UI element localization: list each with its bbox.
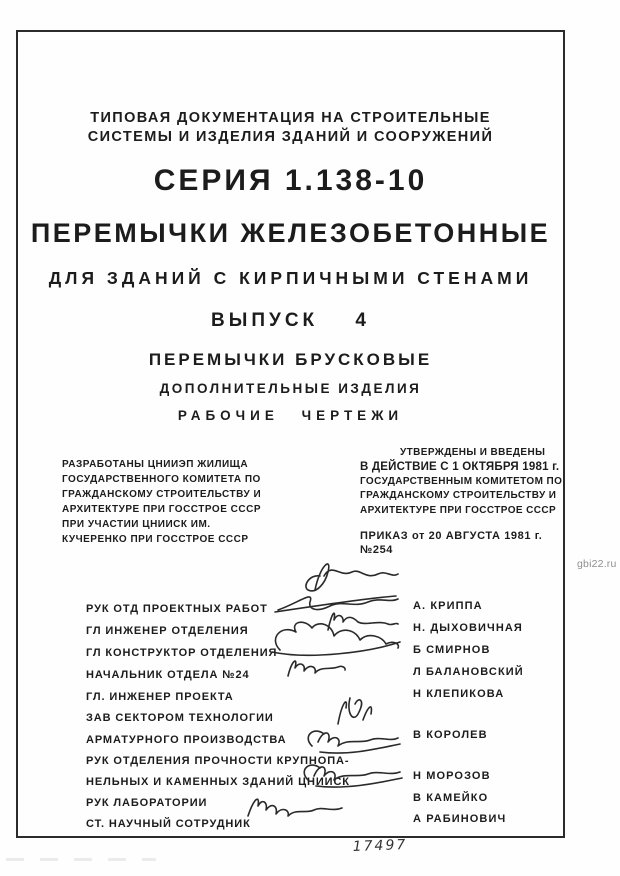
- approved-by-block: [360, 446, 576, 558]
- developed-by-line: ГРАЖДАНСКОМУ СТРОИТЕЛЬСТВУ И: [62, 489, 262, 500]
- developed-by-line: КУЧЕРЕНКО ПРИ ГОССТРОЕ СССР: [62, 534, 249, 545]
- signatory-role: СТ. НАУЧНЫЙ СОТРУДНИК: [86, 818, 251, 830]
- signatory-role: РУК ОТД ПРОЕКТНЫХ РАБОТ: [86, 603, 268, 615]
- developed-by-line: РАЗРАБОТАНЫ ЦНИИЭП ЖИЛИЩА: [62, 459, 249, 470]
- signatory-name: А РАБИНОВИЧ: [413, 813, 507, 825]
- signature-scribble: [304, 765, 402, 787]
- section-title: ПЕРЕМЫЧКИ БРУСКОВЫЕ: [148, 350, 433, 369]
- approved-by-line: АРХИТЕКТУРЕ ПРИ ГОССТРОЕ СССР: [360, 504, 557, 516]
- doc-header-line2: СИСТЕМЫ И ИЗДЕЛИЯ ЗДАНИЙ И СООРУЖЕНИЙ: [87, 129, 494, 145]
- signatory-role: ГЛ КОНСТРУКТОР ОТДЕЛЕНИЯ: [86, 647, 278, 659]
- main-title: ПЕРЕМЫЧКИ ЖЕЛЕЗОБЕТОННЫЕ: [30, 218, 551, 248]
- signatory-name: Н МОРОЗОВ: [413, 770, 491, 782]
- doc-header-line1: ТИПОВАЯ ДОКУМЕНТАЦИЯ НА СТРОИТЕЛЬНЫЕ: [90, 110, 491, 126]
- sub-section-title: ДОПОЛНИТЕЛЬНЫЕ ИЗДЕЛИЯ: [159, 381, 422, 396]
- signatory-role: РУК ЛАБОРАТОРИИ: [86, 797, 208, 809]
- signatory-name: Б СМИРНОВ: [413, 644, 491, 656]
- signatory-name: Н. ДЫХОВИЧНАЯ: [413, 622, 523, 634]
- signature-scribble: [338, 698, 371, 724]
- signatory-role: АРМАТУРНОГО ПРОИЗВОДСТВА: [86, 734, 287, 746]
- approved-by-line: В ДЕЙСТВИЕ С 1 ОКТЯБРЯ 1981 г.: [360, 461, 560, 474]
- signatory-name: Н КЛЕПИКОВА: [413, 688, 505, 700]
- signatory-name: А. КРИППА: [413, 600, 483, 612]
- signature-scribble: [288, 661, 345, 676]
- approved-by-line: УТВЕРЖДЕНЫ И ВВЕДЕНЫ: [400, 447, 546, 458]
- signatory-role: ГЛ ИНЖЕНЕР ОТДЕЛЕНИЯ: [86, 625, 249, 637]
- signature-scribble: [306, 564, 398, 591]
- signatory-name: В КАМЕЙКО: [413, 792, 489, 804]
- developed-by-block: [62, 457, 272, 547]
- doc-type-title: РАБОЧИЕ ЧЕРТЕЖИ: [177, 408, 404, 423]
- signatory-role: НЕЛЬНЫХ И КАМЕННЫХ ЗДАНИЙ ЦНИИСК: [86, 776, 350, 788]
- order-line: ПРИКАЗ от 20 АВГУСТА 1981 г. №254: [360, 530, 543, 557]
- signatory-role: РУК ОТДЕЛЕНИЯ ПРОЧНОСТИ КРУПНОПА-: [86, 755, 350, 767]
- developed-by-line: ПРИ УЧАСТИИ ЦНИИСК ИМ.: [62, 519, 211, 530]
- site-watermark: gbi22.ru: [577, 558, 617, 570]
- signatory-role: ЗАВ СЕКТОРОМ ТЕХНОЛОГИИ: [86, 712, 274, 724]
- approved-by-line: ГРАЖДАНСКОМУ СТРОИТЕЛЬСТВУ И: [360, 490, 557, 502]
- signatory-name: В КОРОЛЕВ: [413, 729, 488, 741]
- signatures-overlay: [220, 550, 410, 830]
- signature-scribble: [328, 613, 398, 630]
- faint-print-artifact: [6, 858, 156, 861]
- developed-by-line: ГОСУДАРСТВЕННОГО КОМИТЕТА ПО: [62, 474, 261, 485]
- series-title: СЕРИЯ 1.138-10: [153, 164, 428, 197]
- subtitle: ДЛЯ ЗДАНИЙ С КИРПИЧНЫМИ СТЕНАМИ: [48, 268, 533, 288]
- approved-by-line: ГОСУДАРСТВЕННЫМ КОМИТЕТОМ ПО: [360, 475, 563, 487]
- inventory-number: 17497: [352, 837, 408, 855]
- signatory-role: НАЧАЛЬНИК ОТДЕЛА №24: [86, 669, 250, 681]
- signatory-name: Л БАЛАНОВСКИЙ: [413, 666, 524, 678]
- signature-scribble: [308, 731, 400, 753]
- signatory-role: ГЛ. ИНЖЕНЕР ПРОЕКТА: [86, 691, 234, 703]
- signature-scribble: [248, 799, 342, 816]
- signature-scribble: [275, 596, 398, 612]
- issue-number: ВЫПУСК 4: [211, 310, 370, 331]
- signature-scribble: [272, 622, 400, 655]
- developed-by-line: АРХИТЕКТУРЕ ПРИ ГОССТРОЕ СССР: [62, 504, 261, 515]
